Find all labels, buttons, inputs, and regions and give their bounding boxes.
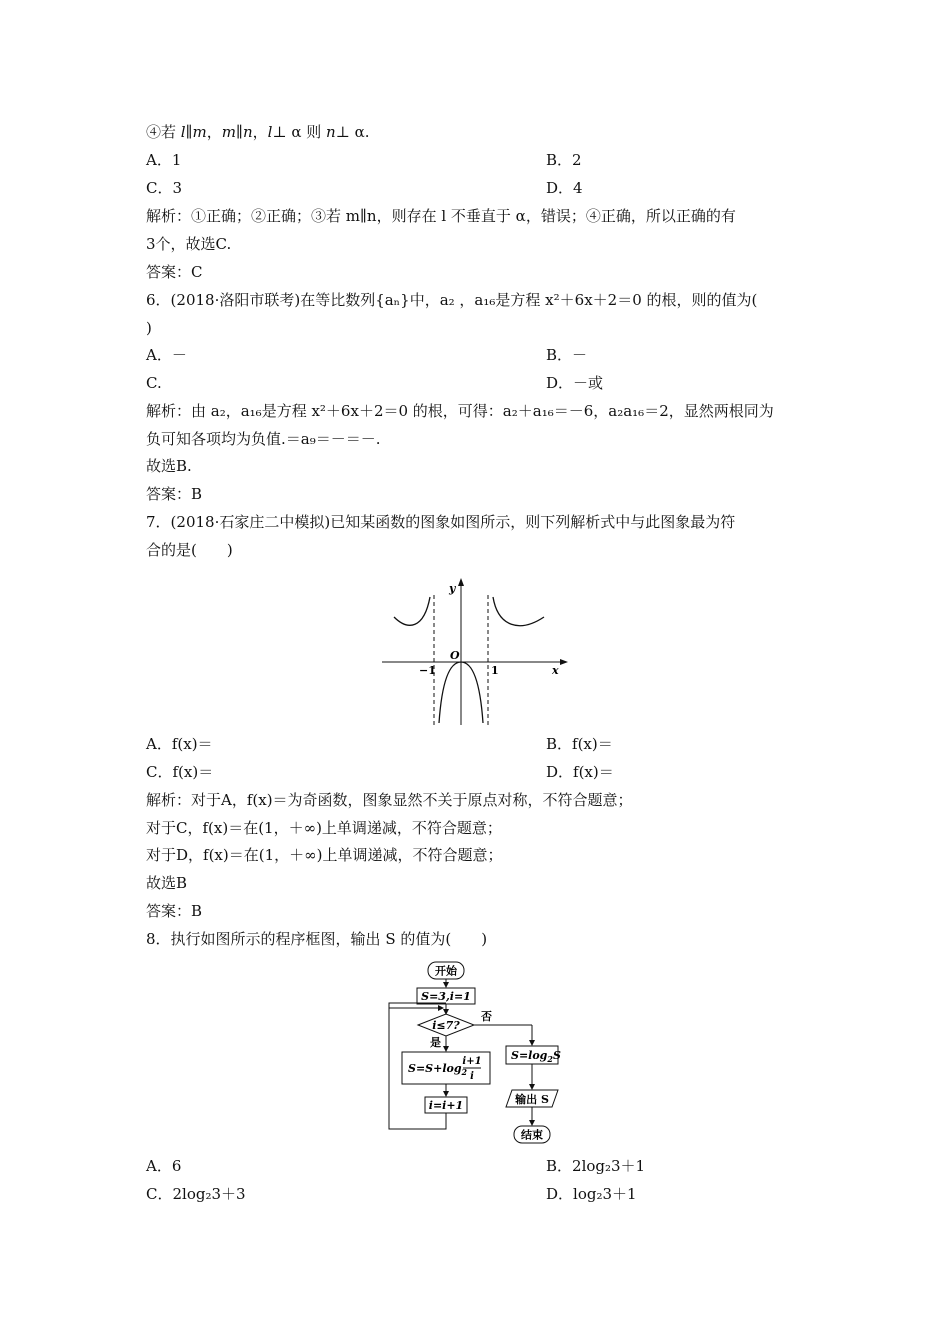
flow-init-label: S=3,i=1: [421, 990, 471, 1003]
var-m: m: [192, 123, 207, 141]
tick-neg-one-label: −1: [419, 664, 436, 677]
x-axis-label: x: [552, 664, 559, 677]
perp: ⊥: [335, 123, 350, 141]
q8-option-c: C．2log₂3＋3: [146, 1185, 246, 1203]
q7-analysis-line2: 对于C，f(x)＝在(1，＋∞)上单调递减，不符合题意；: [146, 819, 502, 837]
q6-option-d: D．－或: [546, 374, 604, 392]
q7-analysis-line3: 对于D，f(x)＝在(1，＋∞)上单调递减，不符合题意；: [146, 846, 503, 864]
then: 则: [301, 123, 327, 141]
flow-frac-numerator: i+1: [462, 1056, 482, 1067]
var-m: m: [221, 123, 237, 141]
x-axis-arrow-icon: [560, 659, 568, 665]
flow-final-s-label: $S=\log_2S$: [511, 1049, 561, 1064]
circle-4: ④: [146, 123, 162, 141]
q7-option-c: C．f(x)＝: [146, 763, 214, 781]
q5-analysis-line1: 解析：①正确；②正确；③若 m∥n，则存在 l 不垂直于 α，错误；④正确，所以正确的有: [146, 207, 736, 225]
q8-stem: 8．执行如图所示的程序框图，输出 S 的值为( ): [146, 930, 488, 948]
var-l: l: [180, 123, 186, 141]
period: .: [364, 123, 370, 141]
flow-update-s-label: $S=S+\log_2$: [408, 1062, 468, 1077]
q8-option-b: B．2log₂3＋1: [546, 1157, 646, 1175]
flow-end-label: 结束: [521, 1128, 543, 1142]
q6-answer: 答案：B: [146, 485, 203, 503]
function-graph: [380, 575, 570, 730]
q5-answer: 答案：C: [146, 263, 203, 281]
q6-stem-line1: 6．(2018·洛阳市联考)在等比数列{aₙ}中，a₂ ，a₁₆是方程 x²＋6x＋2＝0 的根，则的值为(: [146, 291, 758, 309]
q7-option-d: D．f(x)＝: [546, 763, 614, 781]
origin-label: O: [450, 649, 460, 662]
q6-option-c: C.: [146, 374, 162, 392]
alpha: α: [354, 123, 365, 141]
q6-stem-line2: ): [146, 319, 152, 337]
q5-option-a: A．1: [146, 151, 182, 169]
alpha: α: [291, 123, 302, 141]
q7-conclusion: 故选B: [146, 874, 188, 892]
flow-increment-label: i=i+1: [428, 1099, 464, 1112]
q6-analysis-line2: 负可知各项均为负值.＝a₉＝－＝－.: [146, 430, 381, 448]
q7-stem-line1: 7．(2018·石家庄二中模拟)已知某函数的图象如图所示，则下列解析式中与此图象最为符: [146, 513, 736, 531]
parallel: ∥: [236, 123, 243, 141]
parallel: ∥: [185, 123, 193, 141]
q7-stem-line2: 合的是( ): [146, 541, 233, 559]
flow-start-label: 开始: [435, 964, 457, 978]
sep: ，: [252, 123, 268, 141]
y-axis-arrow-icon: [458, 578, 464, 586]
curve-right-branch: [493, 597, 544, 626]
q6-option-b: B．－: [546, 346, 588, 364]
flow-output-label: 输出 S: [515, 1093, 549, 1106]
flow-no-label: 否: [481, 1010, 492, 1023]
q6-option-a: A．－: [146, 346, 187, 364]
flow-yes-label: 是: [430, 1036, 441, 1049]
q8-option-d: D．log₂3＋1: [546, 1185, 637, 1203]
q7-option-b: B．f(x)＝: [546, 735, 613, 753]
q5-item4: [146, 122, 370, 142]
q5-option-c: C．3: [146, 179, 183, 197]
q7-option-a: A．f(x)＝: [146, 735, 213, 753]
q7-analysis-line1: 解析：对于A，f(x)＝为奇函数，图象显然不关于原点对称，不符合题意；: [146, 791, 633, 809]
q7-answer: 答案：B: [146, 902, 203, 920]
var-n: n: [242, 123, 253, 141]
perp: ⊥: [272, 123, 287, 141]
flowchart: [380, 958, 580, 1150]
curve-left-branch: [394, 597, 430, 625]
flow-decision-label: i≤7?: [432, 1019, 460, 1032]
sep: ，: [206, 123, 222, 141]
q6-analysis-line1: 解析：由 a₂，a₁₆是方程 x²＋6x＋2＝0 的根，可得：a₂＋a₁₆＝－6，a₂a₁₆＝2，显然两根同为: [146, 402, 774, 420]
y-axis-label: y: [449, 582, 456, 595]
q8-option-a: A．6: [146, 1157, 182, 1175]
q5-option-b: B．2: [546, 151, 582, 169]
q6-conclusion: 故选B.: [146, 457, 192, 475]
var-n: n: [326, 123, 336, 141]
flow-frac-denominator: i: [470, 1071, 474, 1082]
q5-analysis-line2: 3个，故选C.: [146, 235, 232, 253]
var-l: l: [267, 123, 273, 141]
text: 若: [161, 123, 181, 141]
q5-option-d: D．4: [546, 179, 583, 197]
tick-one-label: 1: [491, 664, 499, 677]
